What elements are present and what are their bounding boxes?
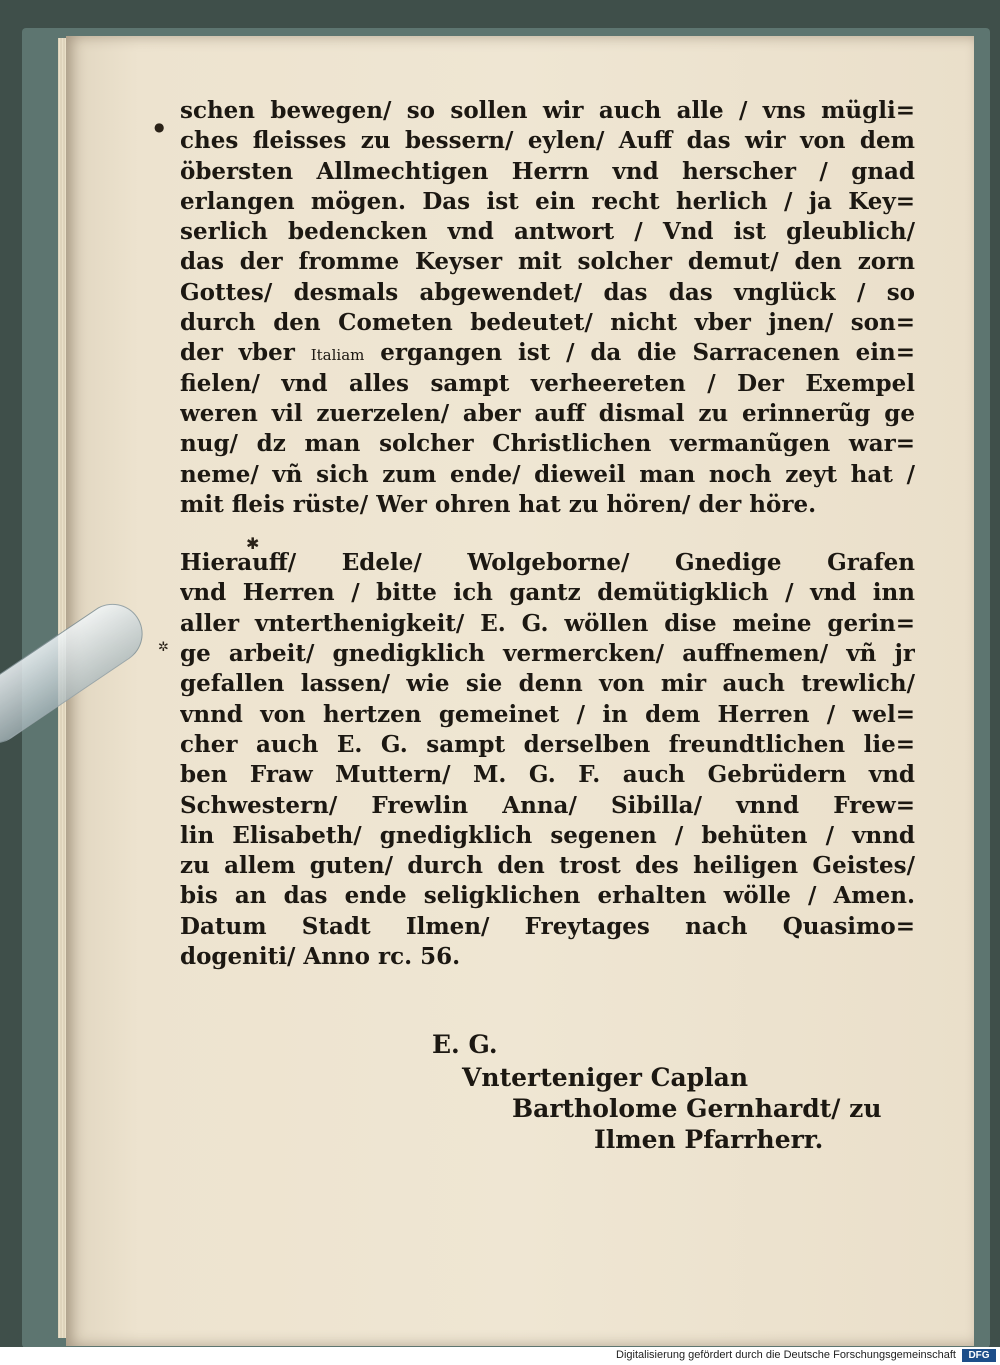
text-line: ge arbeit/ gnedigklich vermercken/ auffnemen/ vñ jr: [180, 640, 915, 668]
text-line: weren vil zuerzelen/ aber auff dismal zu erinnerũg ge: [180, 399, 915, 427]
paragraph-1: [180, 96, 915, 520]
text-line: öbersten Allmechtigen Herrn vnd herscher / gnad: [180, 157, 915, 185]
body-text: [180, 96, 915, 972]
latin-word: Italiam: [310, 346, 365, 365]
paragraph-2: [180, 548, 915, 972]
text-line: zu allem guten/ durch den trost des heiligen Geistes/: [180, 852, 915, 880]
signature-title: Vnterteniger Caplan: [462, 1063, 749, 1092]
text-line: lin Elisabeth/ gnedigklich segenen / behüten / vnnd: [180, 821, 915, 849]
text-line: serlich bedencken vnd antwort / Vnd ist gleublich/: [180, 218, 915, 246]
text-line: Gottes/ desmals abgewendet/ das das vnglück / so: [180, 278, 915, 306]
text-fragment: der vber: [180, 339, 295, 367]
text-fragment: ergangen ist / da die Sarracenen ein=: [380, 339, 915, 367]
ink-dot-mark: ●: [154, 120, 165, 134]
text-line: durch den Cometen bedeutet/ nicht vber jnen/ son=: [180, 309, 915, 337]
text-line: ches fleisses zu bessern/ eylen/ Auff das wir von dem: [180, 127, 915, 155]
signature-office: Ilmen Pfarrherr.: [594, 1125, 824, 1154]
digitization-footer: [0, 1347, 1000, 1365]
text-line: Schwestern/ Frewlin Anna/ Sibilla/ vnnd Frew=: [180, 791, 915, 819]
text-line: nug/ dz man solcher Christlichen vermanũgen war=: [180, 430, 915, 458]
text-line: Datum Stadt Ilmen/ Freytages nach Quasimo=: [180, 912, 915, 940]
paragraph-gap: [180, 520, 915, 548]
text-line: aller vnterthenigkeit/ E. G. wöllen dise meine gerin=: [180, 609, 915, 637]
text-line: ben Fraw Muttern/ M. G. F. auch Gebrüdern vnd: [180, 761, 915, 789]
text-line: neme/ vñ sich zum ende/ dieweil man noch zeyt hat /: [180, 460, 915, 488]
text-line: mit fleis rüste/ Wer ohren hat zu hören/ der höre.: [180, 490, 817, 518]
text-line: das der fromme Keyser mit solcher demut/ den zorn: [180, 248, 915, 276]
text-line: cher auch E. G. sampt derselben freundtlichen lie=: [180, 730, 915, 758]
text-line: schen bewegen/ so sollen wir auch alle / vns mügli=: [180, 97, 915, 124]
ink-star-mark: ✱: [246, 534, 260, 553]
text-line: gefallen lassen/ wie sie denn von mir auch trewlich/: [180, 670, 915, 698]
text-line: erlangen mögen. Das ist ein recht herlich / ja Key=: [180, 187, 915, 215]
text-line: vnnd von hertzen gemeinet / in dem Herren / wel=: [180, 700, 915, 728]
text-line: Hierauff/ Edele/ Wolgeborne/ Gnedige Grafen: [180, 549, 915, 577]
ink-spot-mark: ✲: [158, 640, 169, 655]
signature-salutation: E. G.: [432, 1030, 498, 1059]
text-line: dogeniti/ Anno rc. 56.: [180, 943, 461, 971]
dfg-logo: DFG: [962, 1349, 996, 1362]
text-line: fielen/ vnd alles sampt verheereten / Der Exempel: [180, 369, 915, 397]
text-line: vnd Herren / bitte ich gantz demütigklich / vnd inn: [180, 579, 915, 607]
signature-name: Bartholome Gernhardt/ zu: [512, 1094, 882, 1123]
footer-credit: Digitalisierung gefördert durch die Deutsche Forschungsgemeinschaft: [616, 1349, 956, 1361]
text-line: bis an das ende seligklichen erhalten wölle / Amen.: [180, 882, 915, 910]
text-line: [180, 338, 915, 368]
